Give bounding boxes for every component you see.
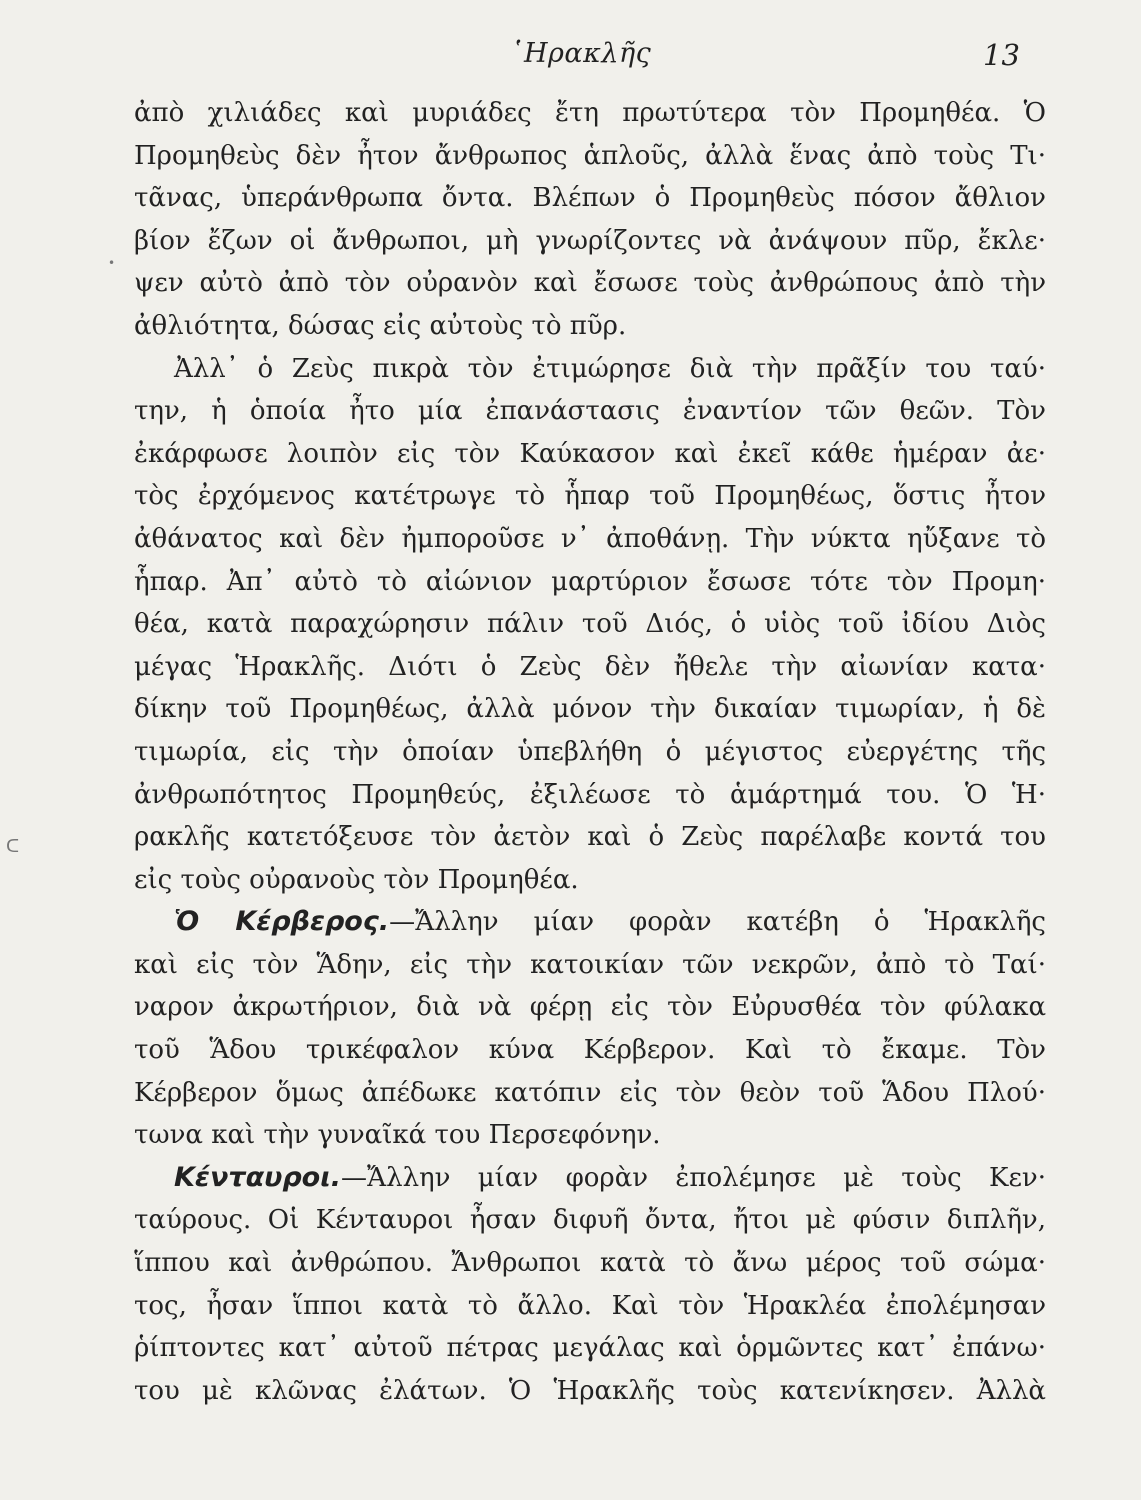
text-line: καὶ εἰς τὸν Ἅδην, εἰς τὴν κατοικίαν τῶν νεκρῶν, ἀπὸ τὸ Ταί·: [134, 949, 1046, 980]
section-heading-line-kentauroi: [134, 1157, 1046, 1200]
text-line: ρακλῆς κατετόξευσε τὸν ἀετὸν καὶ ὁ Ζεὺς παρέλαβε κοντά του: [134, 822, 1046, 853]
section-heading-kentauroi: Κένταυροι.: [174, 1161, 342, 1193]
text-line: ἀθλιότητα, δώσας εἰς αὐτοὺς τὸ πῦρ.: [134, 310, 627, 341]
margin-bullet: •: [108, 256, 116, 270]
text-line: την, ἡ ὁποία ἦτο μία ἐπανάστασις ἐναντίον τῶν θεῶν. Τὸν: [134, 396, 1046, 427]
page-header: [0, 38, 1141, 78]
text-line: τωνα καὶ τὴν γυναῖκά του Περσεφόνην.: [134, 1120, 661, 1151]
text-line: ἀθάνατος καὶ δὲν ἠμποροῦσε ν᾿ ἀποθάνῃ. Τὴν νύκτα ηὔξανε τὸ: [134, 523, 1046, 554]
text-line: ψεν αὐτὸ ἀπὸ τὸν οὐρανὸν καὶ ἔσωσε τοὺς ἀνθρώπους ἀπὸ τὴν: [134, 268, 1046, 299]
text-line: ἵππου καὶ ἀνθρώπου. Ἄνθρωποι κατὰ τὸ ἄνω μέρος τοῦ σώμα·: [134, 1248, 1046, 1279]
text-line: ναρον ἀκρωτήριον, διὰ νὰ φέρῃ εἰς τὸν Εὐρυσθέα τὸν φύλακα: [134, 992, 1046, 1023]
section-heading-line-kerberos: [134, 901, 1046, 944]
page-number: 13: [983, 38, 1020, 72]
section-heading-kerberos: Ὁ Κέρβερος.: [174, 906, 390, 938]
text-line: ἀπὸ χιλιάδες καὶ μυριάδες ἔτη πρωτύτερα τὸν Προμηθέα. Ὁ: [134, 98, 1046, 128]
text-line: θέα, κατὰ παραχώρησιν πάλιν τοῦ Διός, ὁ υἱὸς τοῦ ἰδίου Διὸς: [134, 609, 1046, 640]
text-line: ταύρους. Οἱ Κένταυροι ἦσαν διφυῆ ὄντα, ἤτοι μὲ φύσιν διπλῆν,: [134, 1205, 1046, 1236]
text-line: Προμηθεὺς δὲν ἦτον ἄνθρωπος ἁπλοῦς, ἀλλὰ ἕνας ἀπὸ τοὺς Τι·: [134, 140, 1046, 171]
text-line: ἧπαρ. Ἀπ᾿ αὐτὸ τὸ αἰώνιον μαρτύριον ἔσωσε τότε τὸν Προμη·: [134, 566, 1046, 597]
text-line: τος, ἦσαν ἵπποι κατὰ τὸ ἄλλο. Καὶ τὸν Ἡρακλέα ἐπολέμησαν: [134, 1290, 1046, 1321]
text-line: τοῦ Ἅδου τρικέφαλον κύνα Κέρβερον. Καὶ τὸ ἔκαμε. Τὸν: [134, 1035, 1046, 1066]
text-line: τιμωρία, εἰς τὴν ὁποίαν ὑπεβλήθη ὁ μέγιστος εὐεργέτης τῆς: [134, 736, 1046, 767]
text-line: βίον ἔζων οἱ ἄνθρωποι, μὴ γνωρίζοντες νὰ ἀνάψουν πῦρ, ἔκλε·: [134, 225, 1046, 256]
text-line: Κέρβερον ὅμως ἀπέδωκε κατόπιν εἰς τὸν θεὸν τοῦ Ἅδου Πλού·: [134, 1077, 1046, 1108]
section-heading-rest: —Ἄλλην μίαν φορὰν ἐπολέμησε μὲ τοὺς Κεν·: [341, 1162, 1046, 1193]
text-line: ἐκάρφωσε λοιπὸν εἰς τὸν Καύκασον καὶ ἐκεῖ κάθε ἡμέραν ἀε·: [134, 438, 1046, 469]
text-line: ῥίπτοντες κατ᾿ αὐτοῦ πέτρας μεγάλας καὶ ὁρμῶντες κατ᾿ ἐπάνω·: [134, 1333, 1046, 1364]
text-line: τᾶνας, ὑπεράνθρωπα ὄντα. Βλέπων ὁ Προμηθεὺς πόσον ἄθλιον: [134, 183, 1046, 214]
margin-bracket: ᑕ: [6, 836, 20, 857]
body-text: [134, 92, 1046, 1412]
running-title: ῾Ηρακλῆς: [510, 38, 652, 69]
text-line: τὸς ἐρχόμενος κατέτρωγε τὸ ἧπαρ τοῦ Προμηθέως, ὅστις ἦτον: [134, 481, 1046, 512]
paragraph-start-line: Ἀλλ᾿ ὁ Ζεὺς πικρὰ τὸν ἐτιμώρησε διὰ τὴν πρᾶξίν του ταύ·: [174, 353, 1046, 384]
section-heading-rest: —Ἄλλην μίαν φορὰν κατέβη ὁ Ἡρακλῆς: [389, 907, 1046, 938]
text-line: εἰς τοὺς οὐρανοὺς τὸν Προμηθέα.: [134, 864, 579, 895]
text-line: δίκην τοῦ Προμηθέως, ἀλλὰ μόνον τὴν δικαίαν τιμωρίαν, ἡ δὲ: [134, 694, 1046, 725]
text-line: του μὲ κλῶνας ἐλάτων. Ὁ Ἡρακλῆς τοὺς κατενίκησεν. Ἀλλὰ: [134, 1375, 1046, 1406]
text-line: ἀνθρωπότητος Προμηθεύς, ἐξιλέωσε τὸ ἁμάρτημά του. Ὁ Ἡ·: [134, 779, 1046, 810]
text-line: μέγας Ἡρακλῆς. Διότι ὁ Ζεὺς δὲν ἤθελε τὴν αἰωνίαν κατα·: [134, 651, 1046, 682]
